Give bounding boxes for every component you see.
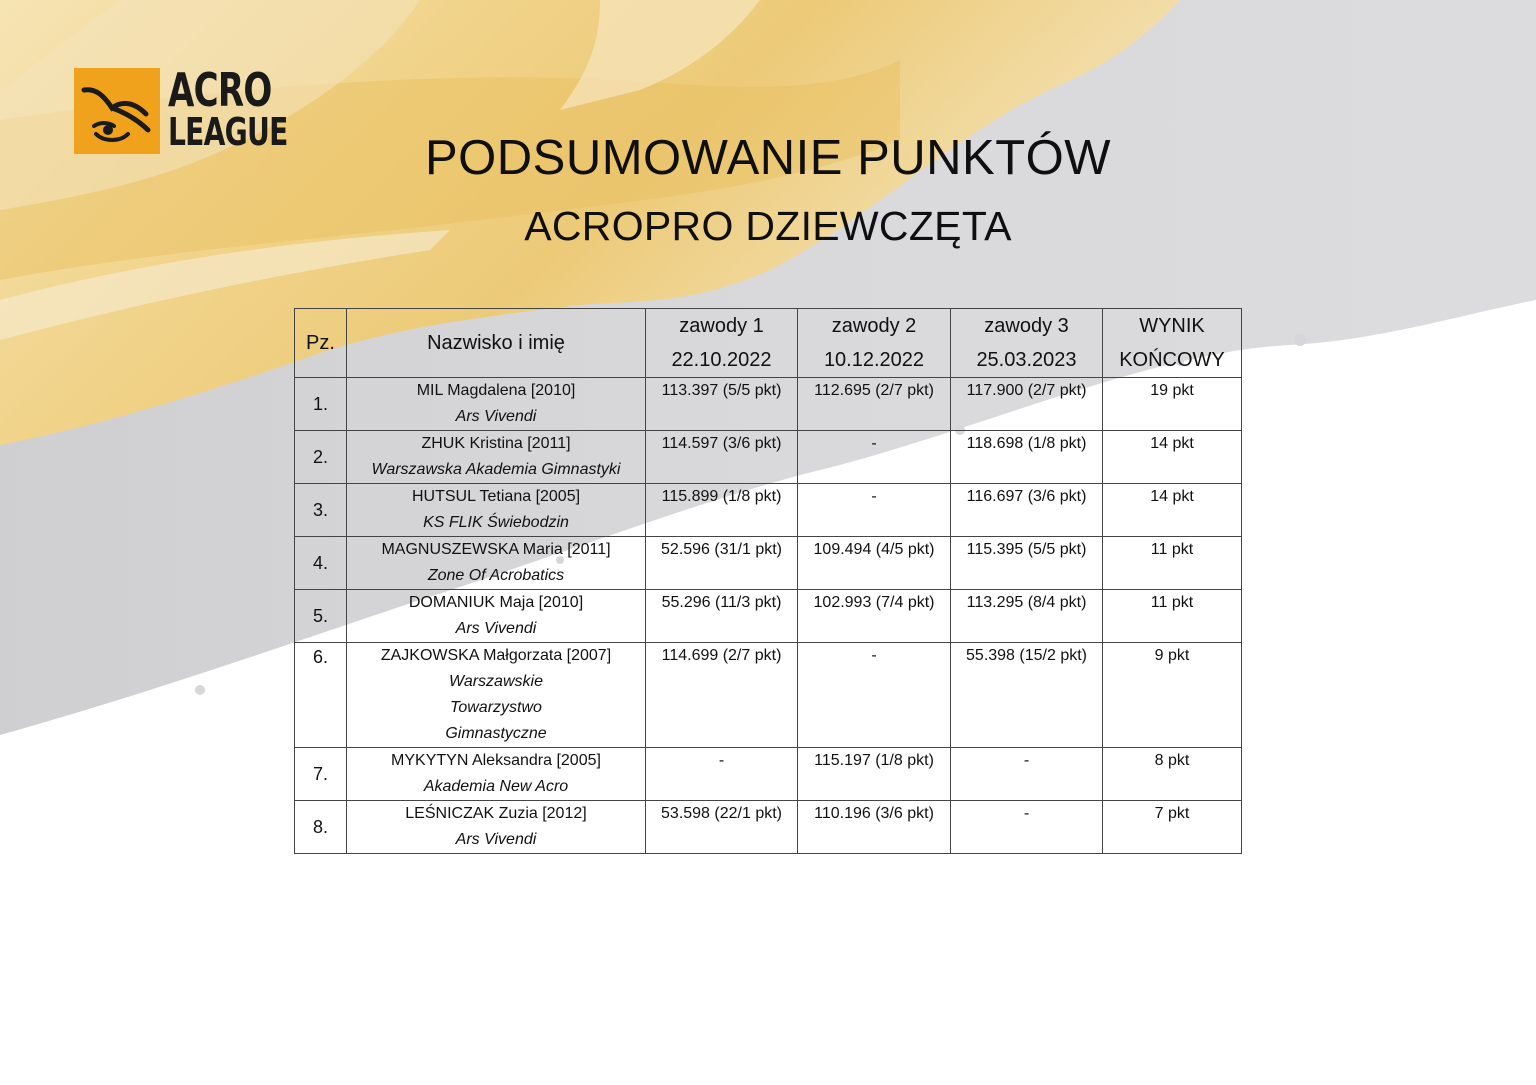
row-position: 6.	[295, 643, 347, 748]
row-position: 1.	[295, 378, 347, 431]
athlete-club: Warszawska Akademia Gimnastyki	[371, 461, 621, 478]
row-position: 5.	[295, 590, 347, 643]
results-table	[294, 308, 1242, 854]
row-final-result: 8 pkt	[1103, 748, 1242, 801]
athlete-club: Akademia New Acro	[423, 778, 569, 795]
row-position: 3.	[295, 484, 347, 537]
row-athlete	[347, 431, 646, 484]
row-athlete	[347, 748, 646, 801]
athlete-club: Warszawskie Towarzystwo Gimnastyczne	[445, 673, 547, 742]
row-competition-2: 110.196 (3/6 pkt)	[798, 801, 951, 854]
header-competition-1	[646, 309, 798, 378]
row-competition-3: -	[951, 748, 1103, 801]
row-position: 7.	[295, 748, 347, 801]
athlete-name: DOMANIUK Maja [2010]	[408, 594, 584, 611]
logo-word-league: LEAGUE	[168, 110, 288, 154]
athlete-club: Ars Vivendi	[455, 408, 537, 425]
header-competition-3-date: 25.03.2023	[976, 349, 1077, 371]
row-final-result: 7 pkt	[1103, 801, 1242, 854]
row-competition-1: 113.397 (5/5 pkt)	[646, 378, 798, 431]
header-competition-3-label: zawody 3	[984, 315, 1069, 337]
row-competition-2: 115.197 (1/8 pkt)	[798, 748, 951, 801]
row-athlete	[347, 537, 646, 590]
row-competition-1: 115.899 (1/8 pkt)	[646, 484, 798, 537]
row-competition-3: 117.900 (2/7 pkt)	[951, 378, 1103, 431]
row-athlete	[347, 484, 646, 537]
table-row	[295, 643, 1242, 748]
row-competition-3: 55.398 (15/2 pkt)	[951, 643, 1103, 748]
table-row	[295, 748, 1242, 801]
row-athlete	[347, 801, 646, 854]
row-final-result: 14 pkt	[1103, 484, 1242, 537]
athlete-name: LEŚNICZAK Zuzia [2012]	[405, 805, 587, 822]
row-final-result: 14 pkt	[1103, 431, 1242, 484]
row-final-result: 11 pkt	[1103, 537, 1242, 590]
athlete-name: ZHUK Kristina [2011]	[421, 435, 571, 452]
header-final-result	[1103, 309, 1242, 378]
athlete-name: ZAJKOWSKA Małgorzata [2007]	[380, 647, 612, 664]
row-competition-1: -	[646, 748, 798, 801]
athlete-club: Ars Vivendi	[455, 620, 537, 637]
header-competition-3	[951, 309, 1103, 378]
header-competition-2-label: zawody 2	[831, 315, 917, 337]
athlete-name: MIL Magdalena [2010]	[416, 382, 576, 399]
row-position: 8.	[295, 801, 347, 854]
row-competition-2: 112.695 (2/7 pkt)	[798, 378, 951, 431]
row-competition-3: 113.295 (8/4 pkt)	[951, 590, 1103, 643]
page-subtitle: ACROPRO DZIEWCZĘTA	[524, 203, 1012, 249]
athlete-name: HUTSUL Tetiana [2005]	[411, 488, 581, 505]
header-competition-1-label: zawody 1	[679, 315, 764, 337]
athlete-club: Ars Vivendi	[455, 831, 537, 848]
row-competition-3: 116.697 (3/6 pkt)	[951, 484, 1103, 537]
row-competition-2: 109.494 (4/5 pkt)	[798, 537, 951, 590]
row-competition-2: -	[798, 484, 951, 537]
row-competition-1: 114.597 (3/6 pkt)	[646, 431, 798, 484]
row-competition-1: 52.596 (31/1 pkt)	[646, 537, 798, 590]
row-competition-1: 55.296 (11/3 pkt)	[646, 590, 798, 643]
row-competition-1: 114.699 (2/7 pkt)	[646, 643, 798, 748]
row-competition-3: -	[951, 801, 1103, 854]
header-position: Pz.	[295, 309, 347, 378]
row-athlete	[347, 590, 646, 643]
row-position: 2.	[295, 431, 347, 484]
row-position: 4.	[295, 537, 347, 590]
athlete-club: KS FLIK Świebodzin	[423, 514, 569, 531]
table-row	[295, 590, 1242, 643]
row-competition-2: 102.993 (7/4 pkt)	[798, 590, 951, 643]
table-row	[295, 801, 1242, 854]
athlete-name: MAGNUSZEWSKA Maria [2011]	[381, 541, 611, 558]
header-final-line1: WYNIK	[1139, 315, 1205, 337]
row-competition-3: 118.698 (1/8 pkt)	[951, 431, 1103, 484]
header-competition-2	[798, 309, 951, 378]
table-row	[295, 378, 1242, 431]
table-row	[295, 484, 1242, 537]
logo-word-acro: ACRO	[168, 63, 272, 117]
header-competition-2-date: 10.12.2022	[823, 349, 925, 371]
header-final-line2: KOŃCOWY	[1119, 349, 1225, 371]
row-competition-3: 115.395 (5/5 pkt)	[951, 537, 1103, 590]
row-final-result: 11 pkt	[1103, 590, 1242, 643]
row-competition-2: -	[798, 643, 951, 748]
row-athlete	[347, 378, 646, 431]
athlete-club: Zone Of Acrobatics	[427, 567, 565, 584]
table-row	[295, 431, 1242, 484]
header-competition-1-date: 22.10.2022	[671, 349, 772, 371]
table-header-row	[295, 309, 1242, 378]
header-name: Nazwisko i imię	[347, 309, 646, 378]
table-row	[295, 537, 1242, 590]
page-title: PODSUMOWANIE PUNKTÓW	[424, 131, 1112, 185]
row-competition-1: 53.598 (22/1 pkt)	[646, 801, 798, 854]
athlete-name: MYKYTYN Aleksandra [2005]	[391, 752, 601, 769]
row-final-result: 9 pkt	[1103, 643, 1242, 748]
row-athlete	[347, 643, 646, 748]
row-final-result: 19 pkt	[1103, 378, 1242, 431]
row-competition-2: -	[798, 431, 951, 484]
